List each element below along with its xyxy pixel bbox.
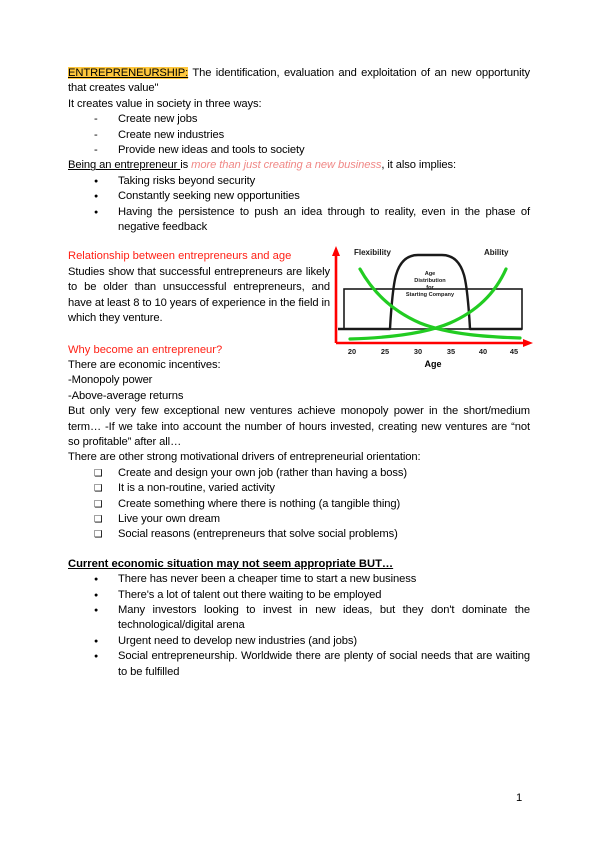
svg-text:30: 30 [413,347,423,357]
list-item: ● Constantly seeking new opportunities [68,189,530,204]
svg-text:35: 35 [446,347,456,357]
being-entrepreneur-line [68,158,530,173]
motivational-drivers-list [68,466,530,543]
why-section-heading: Why become an entrepreneur? [68,343,223,356]
monopoly-caveat: But only very few exceptional new ventures achieve monopoly power in the short/medium term… -If we take into account the number of hours invested, creating new ventures are “not so profitable” after all… [68,405,530,448]
ability-label: Ability [484,248,509,258]
term-definition: The identification, evaluation and exploitation of an new opportunity that creates value" [68,67,531,95]
svg-text:Distribution: Distribution [414,278,446,285]
list-item: ❑ Create something where there is nothing (a tangible thing) [68,497,530,512]
x-tick-labels [348,347,518,356]
being-entrepreneur-underlined: Being an entrepreneur [68,159,181,172]
value-ways-list [68,112,530,158]
is-word: is [180,159,192,172]
list-item: - Provide new ideas and tools to society [68,143,530,158]
document-body [68,66,530,680]
age-distribution-figure [330,243,536,370]
list-item: ● There has never been a cheaper time to start a new business [68,572,530,587]
distribution-label [406,271,455,298]
list-item: ❑ Live your own dream [68,512,530,527]
svg-text:25: 25 [380,347,390,357]
emphasis-italic: more than just creating a new business [191,159,382,172]
flexibility-label: Flexibility [354,248,391,258]
list-item: ● Having the persistence to push an idea through to reality, even in the phase of negative feedback [68,205,530,236]
list-item: ❑ Create and design your own job (rather than having a boss) [68,466,530,481]
incentives-intro: There are economic incentives: [68,358,221,371]
list-item: ● Urgent need to develop new industries (and jobs) [68,634,530,649]
term-highlight: ENTREPRENEURSHIP: [68,67,189,79]
drivers-intro: There are other strong motivational drivers of entrepreneurial orientation: [68,451,421,464]
svg-text:for: for [426,285,434,292]
list-item: - Create new industries [68,128,530,143]
list-item: ● Social entrepreneurship. Worldwide there are plenty of social needs that are waiting to be fulfilled [68,649,530,680]
implies-tail: , it also implies: [381,159,457,172]
current-situation-list [68,572,530,680]
svg-text:Age: Age [424,271,436,278]
list-item: ❑ Social reasons (entrepreneurs that solve social problems) [68,527,530,542]
list-item: ● Many investors looking to invest in new ideas, but they don't dominate the technological/digital arena [68,603,530,634]
x-axis-arrow [523,339,533,347]
value-intro: It creates value in society in three ways: [68,97,262,110]
page-number: 1 [516,792,523,804]
y-axis-arrow [332,246,340,256]
svg-text:Starting Company: Starting Company [405,292,455,299]
age-section-text [68,249,330,326]
list-item: - Create new jobs [68,112,530,127]
svg-text:40: 40 [478,347,488,357]
x-axis-title: Age [424,359,442,370]
incentive-item: -Monopoly power [68,374,153,387]
list-item: ❑ It is a non-routine, varied activity [68,481,530,496]
svg-text:45: 45 [509,347,519,357]
incentive-item: -Above-average returns [68,389,184,402]
definition-paragraph [68,66,530,97]
implies-list [68,174,530,236]
current-section-heading: Current economic situation may not seem appropriate BUT… [68,557,394,570]
list-item: ● Taking risks beyond security [68,174,530,189]
age-section-body: Studies show that successful entrepreneurs are likely to be older than unsuccessful entrepreneurs, and have at least 8 to 10 years of experience in the field in which they venture. [68,265,330,325]
svg-text:20: 20 [347,347,357,357]
age-section-heading: Relationship between entrepreneurs and age [68,250,292,263]
list-item: ● There's a lot of talent out there waiting to be employed [68,588,530,603]
